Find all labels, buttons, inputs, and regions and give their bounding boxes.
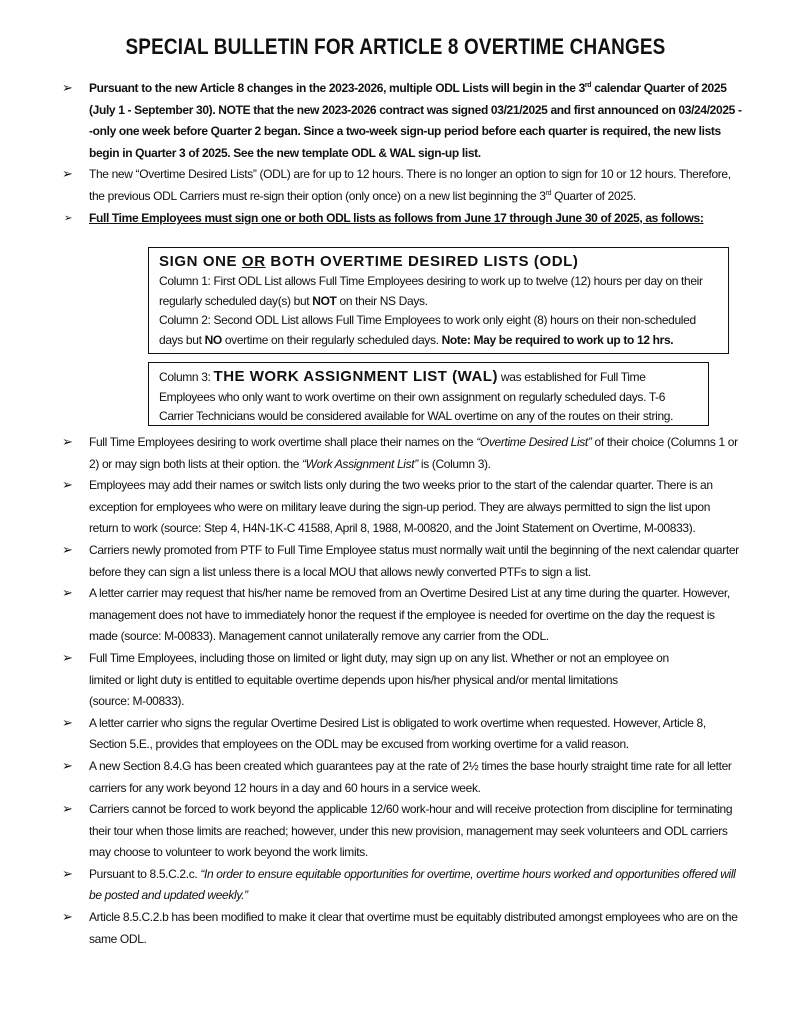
odl-box-heading: SIGN ONE OR BOTH OVERTIME DESIRED LISTS (ODL): [159, 253, 579, 270]
arrow-bullet-icon: ➢: [62, 435, 73, 450]
list-item: ➢ Employees may add their names or switch lists only during the two weeks prior to the start of the calendar quarter. There is an exception for employees who were on military leave during the sign-up period. They are always permitted to sign the list upon return to work (source: Step 4, H4N-1K-C 41588, April 8, 1988, M-00820, and the Joint Statement on Overtime, M-00833).: [62, 475, 742, 540]
page-title: SPECIAL BULLETIN FOR ARTICLE 8 OVERTIME CHANGES: [125, 34, 666, 59]
odl-columns-box: [148, 247, 729, 354]
odl-column-2-text: Column 2: Second ODL List allows Full Time Employees to work only eight (8) hours on their non-scheduled days but NO overtime on their regularly scheduled days. Note: May be required to work up to 12 hrs.: [159, 313, 696, 347]
intro-item-sign-period: ➢ Full Time Employees must sign one or both ODL lists as follows from June 17 through June 30 of 2025, as follows:: [62, 208, 742, 230]
odl-column-1-text: Column 1: First ODL List allows Full Time Employees desiring to work up to twelve (12) hours per day on their regularly scheduled day(s) but NOT on their NS Days.: [159, 274, 703, 308]
list-item: ➢ A letter carrier may request that his/her name be removed from an Overtime Desired List at any time during the quarter. However, management does not have to immediately honor the request if the employee is needed for overtime on the day the request is made (source: M-00833). Management cannot unilaterally remove any carrier from the ODL.: [62, 583, 742, 648]
intro-item-new-odl: ➢ The new “Overtime Desired Lists” (ODL) are for up to 12 hours. There is no longer an option to sign for 10 or 12 hours. Therefore, the previous ODL Carriers must re-sign their option (only once) on a new list beginning the 3rd Quarter of 2025.: [62, 164, 742, 207]
list-item: ➢ Carriers cannot be forced to work beyond the applicable 12/60 work-hour and will receive protection from discipline for terminating their tour when those limits are reached; however, under this new provision, management may seek volunteers and ODL carriers may choose to volunteer to work beyond the work limits.: [62, 799, 742, 864]
arrow-bullet-icon: ➢: [62, 586, 73, 602]
wal-box: [148, 362, 709, 426]
list-item: ➢ Pursuant to 8.5.C.2.c. “In order to ensure equitable opportunities for overtime, overtime hours worked and opportunities offered will be posted and updated weekly.”: [62, 864, 742, 907]
list-item: ➢ Full Time Employees, including those on limited or light duty, may sign up on any list. Whether or not an employee on limited or light duty is entitled to equitable overtime depends upon his/her physical and/or mental limitations (source: M-00833).: [62, 648, 742, 713]
arrow-bullet-icon: ➢: [62, 910, 73, 926]
arrow-bullet-icon: ➢: [62, 81, 73, 96]
arrow-bullet-icon: ➢: [62, 478, 73, 494]
arrow-bullet-icon: ➢: [62, 866, 73, 882]
list-item: ➢ Full Time Employees desiring to work overtime shall place their names on the “Overtime Desired List” of their choice (Columns 1 or 2) or may sign both lists at their option. the “Work Assignment List” is (Column 3).: [62, 432, 742, 475]
rules-list: [62, 432, 742, 950]
arrow-bullet-icon: ➢: [62, 650, 73, 666]
arrow-bullet-icon: ➢: [64, 212, 73, 224]
list-item: ➢ Carriers newly promoted from PTF to Full Time Employee status must normally wait until the beginning of the next calendar quarter before they can sign a list unless there is a local MOU that allows newly converted PTFs to sign a list.: [62, 540, 742, 583]
arrow-bullet-icon: ➢: [62, 802, 73, 818]
list-item: ➢ A new Section 8.4.G has been created which guarantees pay at the rate of 2½ times the base hourly straight time rate for all letter carriers for any work beyond 12 hours in a day and 60 hours in a service week.: [62, 756, 742, 799]
arrow-bullet-icon: ➢: [62, 542, 73, 558]
wal-heading: THE WORK ASSIGNMENT LIST (WAL): [213, 368, 498, 385]
intro-list: [62, 78, 742, 229]
arrow-bullet-icon: ➢: [62, 758, 73, 774]
list-item: ➢ Article 8.5.C.2.b has been modified to make it clear that overtime must be equitably distributed amongst employees who are on the same ODL.: [62, 907, 742, 950]
intro-item-quarter-start: ➢ Pursuant to the new Article 8 changes in the 2023-2026, multiple ODL Lists will begin in the 3rd calendar Quarter of 2025 (July 1 - September 30). NOTE that the new 2023-2026 contract was signed 03/21/2025 and first announced on 03/24/2025 --only one week before Quarter 2 began. Since a two-week sign-up period before each quarter is required, the new lists begin in Quarter 3 of 2025. See the new template ODL & WAL sign-up list.: [62, 78, 742, 164]
list-item: ➢ A letter carrier who signs the regular Overtime Desired List is obligated to work overtime when requested. However, Article 8, Section 5.E., provides that employees on the ODL may be excused from working overtime for a valid reason.: [62, 713, 742, 756]
arrow-bullet-icon: ➢: [62, 167, 73, 183]
arrow-bullet-icon: ➢: [62, 715, 73, 731]
wal-text: Column 3: THE WORK ASSIGNMENT LIST (WAL) was established for Full Time Employees who only want to work overtime on their own assignment on regularly scheduled days. T-6 Carrier Technicians would be considered available for WAL overtime on any of the routes on their string.: [159, 368, 674, 424]
